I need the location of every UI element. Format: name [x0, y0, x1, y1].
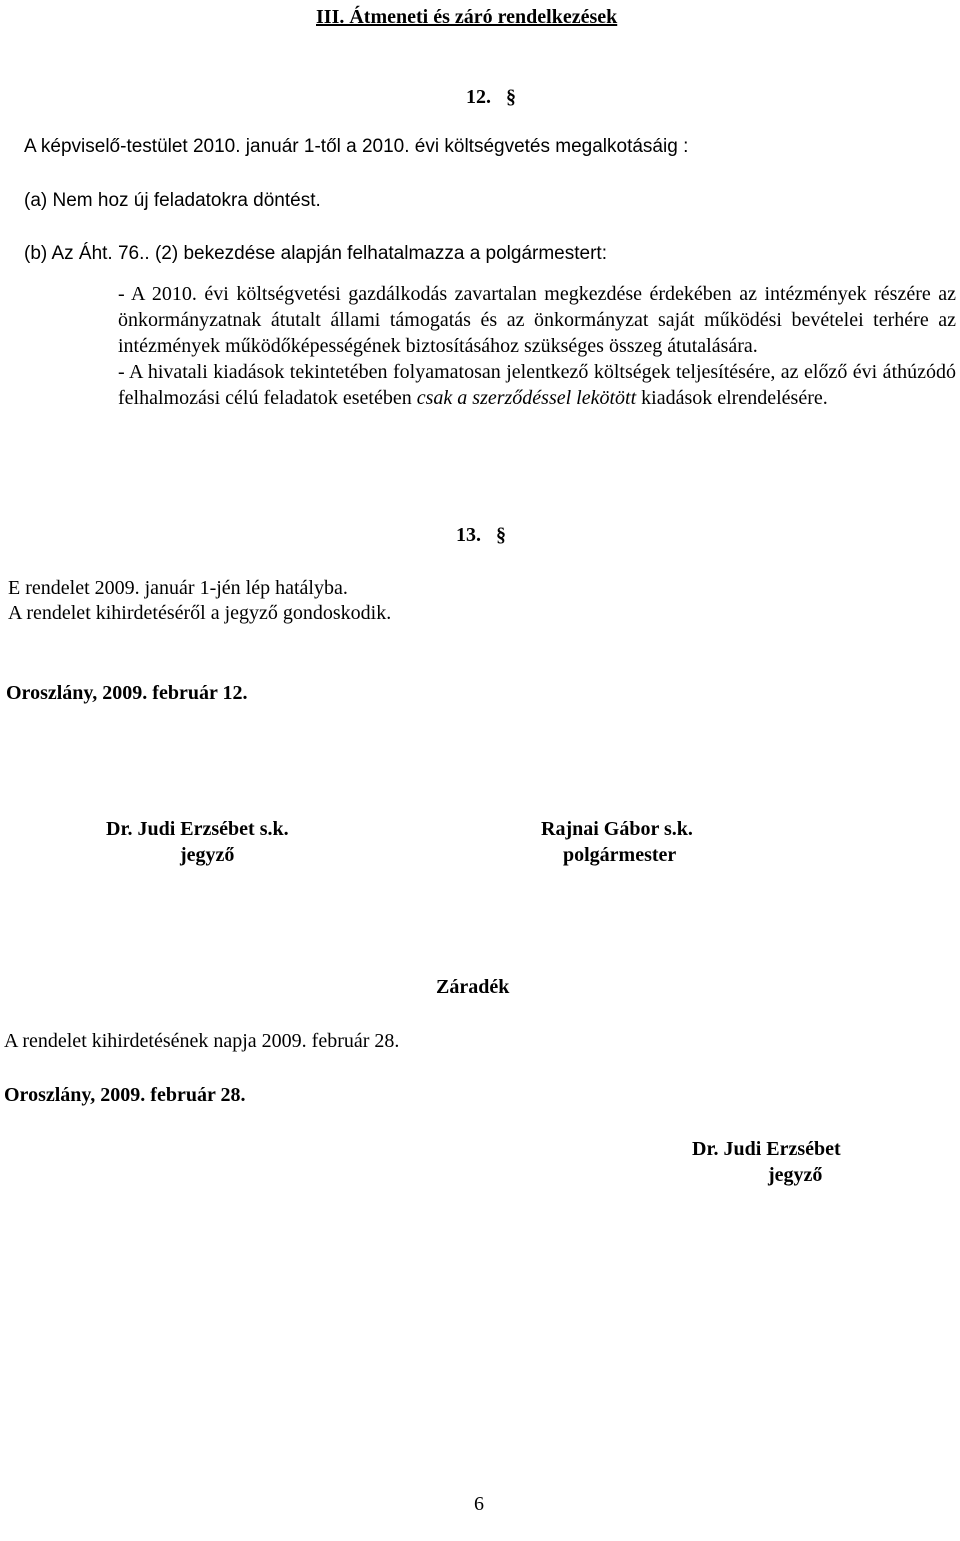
- section-heading: III. Átmeneti és záró rendelkezések: [316, 6, 618, 28]
- sub-item-2-text: - A hivatali kiadások tekintetében folyamatosan jelentkező költségek teljesítésére, az előző évi áthúzódó felhalmozási célú feladatok esetében: [118, 361, 956, 409]
- zaradek-text: A rendelet kihirdetésének napja 2009. február 28.: [4, 1030, 400, 1052]
- zaradek-signer-name: Dr. Judi Erzsébet: [692, 1138, 841, 1160]
- zaradek-signer-title: jegyző: [768, 1164, 823, 1186]
- section-sign: §: [496, 524, 506, 546]
- section-sign: §: [506, 86, 516, 108]
- zaradek-place-date: Oroszlány, 2009. február 28.: [4, 1084, 246, 1106]
- section-12-number: [466, 84, 516, 110]
- section-12-item-b: (b) Az Áht. 76.. (2) bekezdése alapján felhatalmazza a polgármestert:: [24, 243, 607, 264]
- page-number: 6: [474, 1493, 484, 1515]
- section-13-line-1: E rendelet 2009. január 1-jén lép hatályba.: [8, 577, 348, 599]
- section-12-subitems: [118, 281, 956, 411]
- signature-2-name: Rajnai Gábor s.k.: [541, 818, 693, 840]
- section-12-item-a: (a) Nem hoz új feladatokra döntést.: [24, 190, 321, 211]
- signature-1-name: Dr. Judi Erzsébet s.k.: [106, 818, 289, 840]
- place-date-1: Oroszlány, 2009. február 12.: [6, 682, 248, 704]
- section-13-line-2: A rendelet kihirdetéséről a jegyző gondoskodik.: [8, 602, 392, 624]
- signature-1-title: jegyző: [180, 844, 235, 866]
- signature-2-title: polgármester: [563, 844, 677, 866]
- section-12-number-text: 12.: [466, 86, 491, 108]
- sub-item-2-end: kiadások elrendelésére.: [636, 387, 828, 409]
- zaradek-title: Záradék: [436, 976, 510, 998]
- section-13-number-text: 13.: [456, 524, 481, 546]
- sub-item-2: [118, 359, 956, 411]
- sub-item-2-italic: csak a szerződéssel lekötött: [416, 387, 637, 409]
- sub-item-1: - A 2010. évi költségvetési gazdálkodás zavartalan megkezdése érdekében az intézmények részére az önkormányzatnak átutalt állami támogatás és az önkormányzat saját működési bevételei terhére az intézmények működőképességének biztosításához szükséges összeg átutalására.: [118, 283, 956, 357]
- section-12-intro: A képviselő-testület 2010. január 1-től a 2010. évi költségvetés megalkotásáig :: [24, 136, 689, 157]
- section-13-number: [456, 522, 506, 548]
